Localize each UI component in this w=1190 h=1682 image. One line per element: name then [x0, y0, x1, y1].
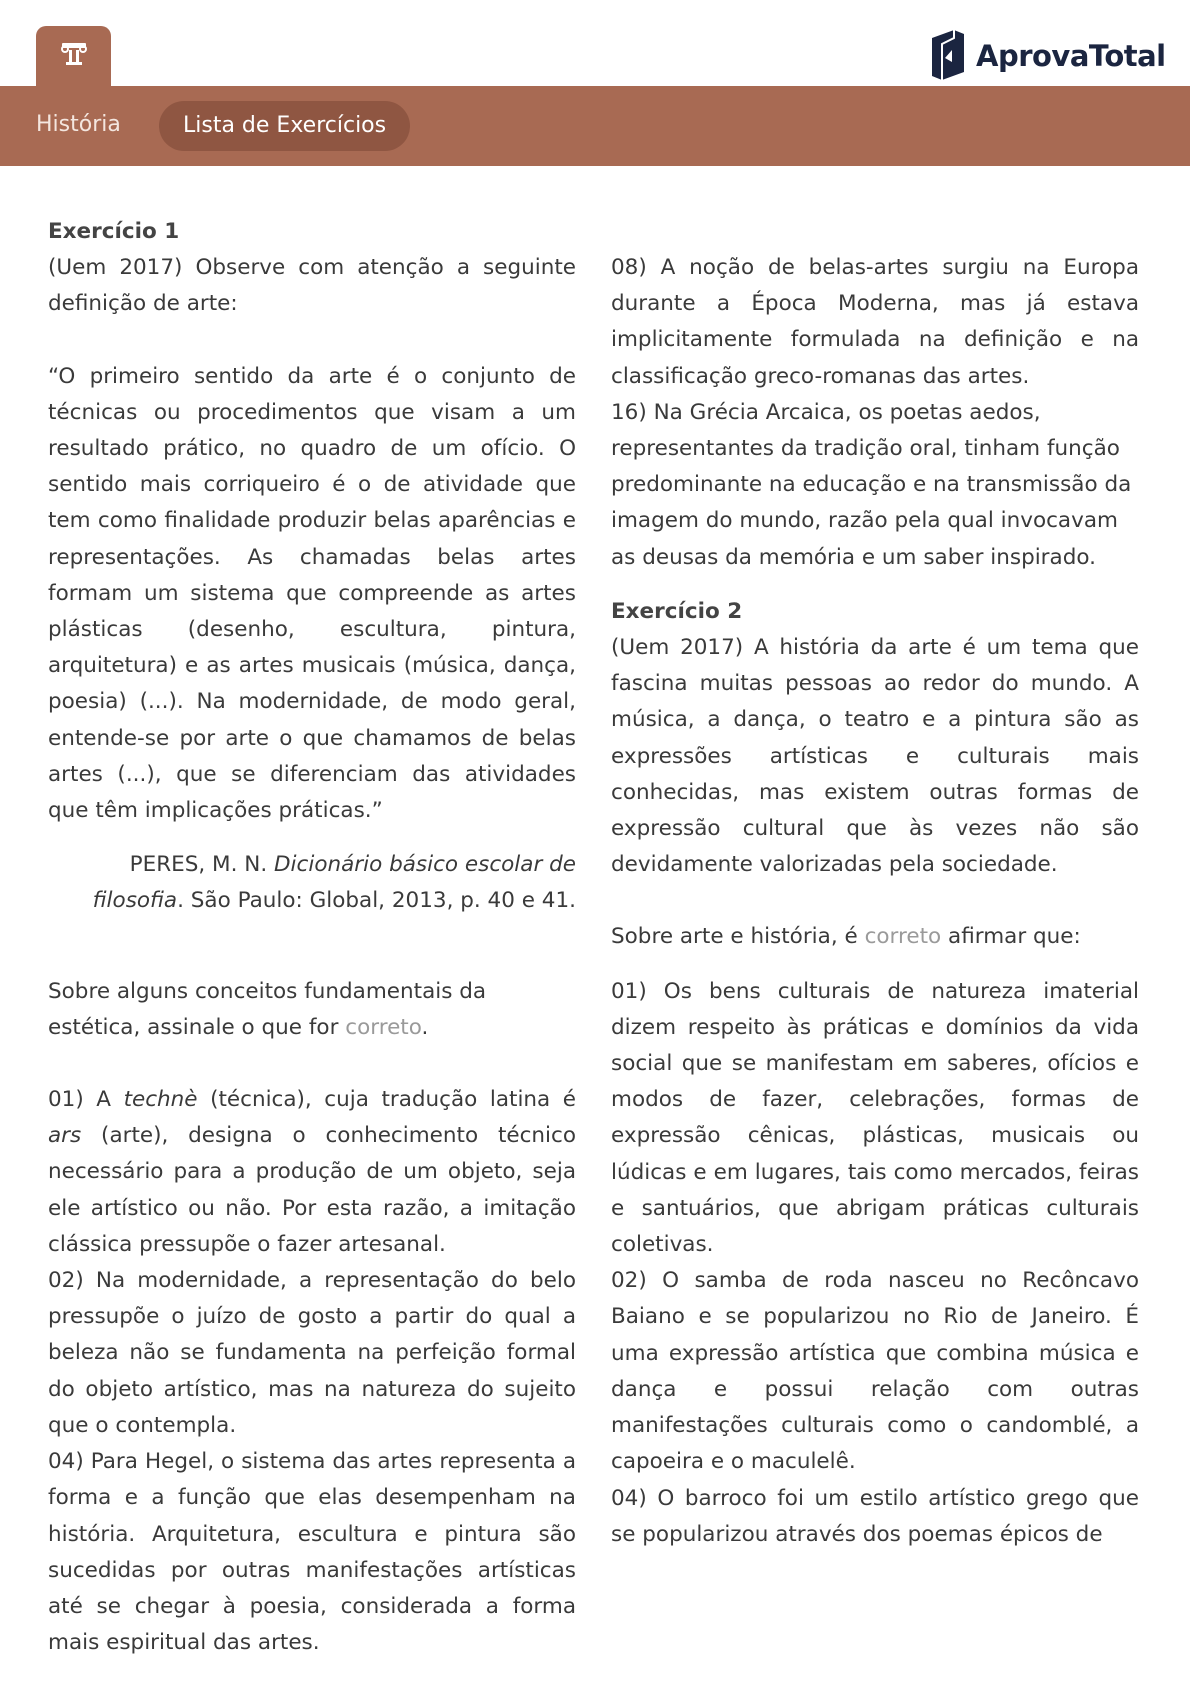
- exercise-2-title: Exercício 2: [611, 598, 743, 624]
- book-logo-icon: [930, 28, 966, 84]
- exercise-1-option-08: 08) A noção de belas-artes surgiu na Europa durante a Época Moderna, mas já estava implicitamente formulada na definição e na classificação greco-romanas das artes.: [611, 255, 1139, 389]
- citation-author: PERES, M. N.: [129, 852, 274, 878]
- subject-tab: [36, 26, 111, 86]
- prompt-highlight: correto: [864, 924, 942, 950]
- right-column: [611, 250, 1139, 1553]
- exercise-1-intro: (Uem 2017) Observe com atenção a seguinte definição de arte:: [48, 255, 576, 317]
- exercise-1-option-16: 16) Na Grécia Arcaica, os poetas aedos, representantes da tradição oral, tinham função predominante na educação e na transmissão da imagem do mundo, razão pela qual invocavam as deusas da memória e um saber inspirado.: [611, 399, 1132, 570]
- prompt-end: afirmar que:: [941, 924, 1081, 950]
- left-column: [48, 214, 576, 1661]
- exercise-1-option-01: [48, 1082, 576, 1263]
- subject-label: História: [36, 112, 121, 137]
- exercise-2-option-01: 01) Os bens culturais de natureza imaterial dizem respeito às práticas e domínios da vida social que se manifestam em saberes, ofícios e modos de fazer, celebrações, formas de expressão cênicas, plásticas, musicais ou lúdicas e em lugares, tais como mercados, feiras e santuários, que abrigam práticas culturais coletivas.: [611, 978, 1139, 1258]
- exercise-1-prompt: [48, 974, 576, 1046]
- exercise-1-citation: [48, 847, 576, 919]
- exercise-2-option-04: 04) O barroco foi um estilo artístico grego que se popularizou através dos poemas épicos de: [611, 1485, 1139, 1547]
- logo-text: AprovaTotal: [976, 39, 1166, 73]
- option-text: (arte), designa o conhecimento técnico necessário para a produção de um objeto, seja ele artístico ou não. Por esta razão, a imitação clássica pressupõe o fazer artesanal.: [48, 1123, 576, 1257]
- column-pillar-icon: [61, 42, 87, 70]
- aprovatotal-logo: [930, 28, 1166, 84]
- exercise-2-intro: (Uem 2017) A história da arte é um tema que fascina muitas pessoas ao redor do mundo. A música, a dança, o teatro e a pintura são as expressões artísticas e culturais mais conhecidas, mas existem outras formas de expressão cultural que às vezes não são devidamente valorizadas pela sociedade.: [611, 635, 1139, 878]
- prompt-text: Sobre alguns conceitos fundamentais da estética, assinale o que for: [48, 978, 487, 1040]
- citation-rest: . São Paulo: Global, 2013, p. 40 e 41.: [177, 888, 576, 914]
- exercise-2-prompt: [611, 919, 1139, 955]
- option-text: 01) A: [48, 1087, 124, 1113]
- exercise-1-option-02: 02) Na modernidade, a representação do belo pressupõe o juízo de gosto a partir do qual a beleza não se fundamenta na perfeição formal do objeto artístico, mas na natureza do sujeito que o contempla.: [48, 1268, 576, 1438]
- exercise-2-option-02: 02) O samba de roda nasceu no Recôncavo Baiano e se popularizou no Rio de Janeiro. É uma expressão artística que combina música e dança e possui relação com outras manifestações culturais como o candomblé, a capoeira e o maculelê.: [611, 1268, 1139, 1475]
- exercise-1-title: Exercício 1: [48, 219, 180, 244]
- prompt-text: Sobre arte e história, é: [611, 924, 865, 950]
- prompt-end: .: [421, 1014, 429, 1040]
- option-text: (técnica), cuja tradução latina é: [197, 1087, 577, 1113]
- option-term: ars: [48, 1123, 82, 1149]
- exercise-1-quote: “O primeiro sentido da arte é o conjunto de técnicas ou procedimentos que visam a um resultado prático, no quadro de um ofício. O sentido mais corriqueiro é o de atividade que tem como finalidade produzir belas aparências e representações. As chamadas belas artes formam um sistema que compreende as artes plásticas (desenho, escultura, pintura, arquitetura) e as artes musicais (música, dança, poesia) (...). Na modernidade, de modo geral, entende-se por arte o que chamamos de belas artes (...), que se diferenciam das atividades que têm implicações práticas.”: [48, 363, 576, 824]
- option-term: technè: [123, 1087, 198, 1113]
- citation-title: Dicionário básico escolar de filosofia: [92, 852, 576, 914]
- exercise-list-pill: Lista de Exercícios: [159, 101, 410, 151]
- prompt-highlight: correto: [345, 1014, 422, 1040]
- exercise-1-option-04: 04) Para Hegel, o sistema das artes representa a forma e a função que elas desempenham na história. Arquitetura, escultura e pintura são sucedidas por outras manifestações artísticas até se chegar à poesia, considerada a forma mais espiritual das artes.: [48, 1449, 576, 1656]
